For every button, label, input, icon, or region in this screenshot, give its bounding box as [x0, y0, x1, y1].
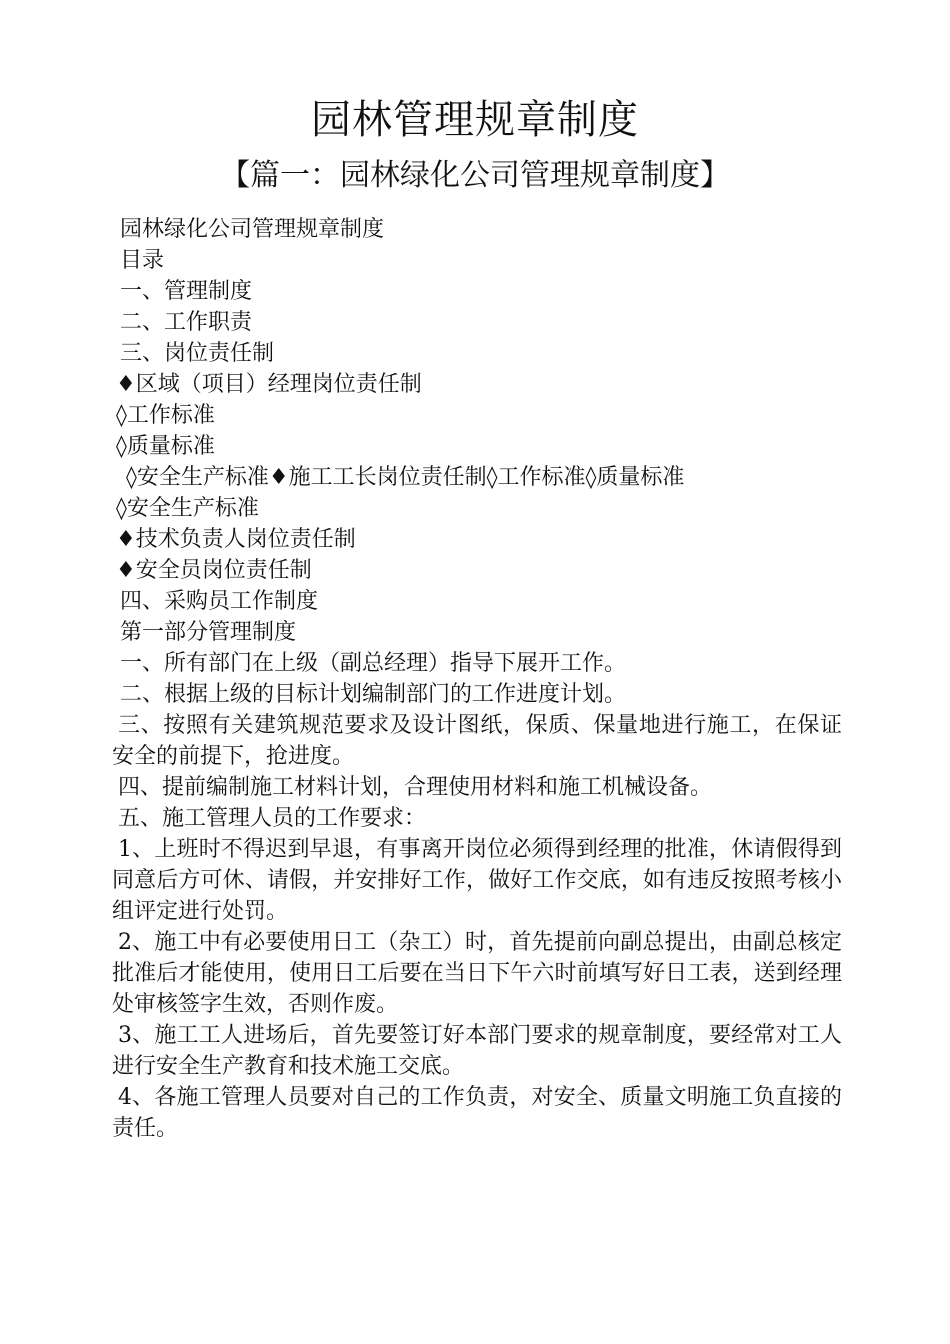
- section-subtitle: 【篇一：园林绿化公司管理规章制度】: [220, 158, 730, 193]
- rule-paragraph: 2、施工中有必要使用日工（杂工）时，首先提前向副总提出，由副总核定批准后才能使用，使用日工后要在当日下午六时前填写好日工表，送到经理处审核签字生效，否则作废。: [112, 930, 842, 1017]
- toc-subitem: ◊安全生产标准: [116, 496, 259, 521]
- toc-item: 二、工作职责: [120, 310, 253, 335]
- toc-subitem: ◊质量标准: [116, 434, 215, 459]
- toc-subitem: ◊工作标准: [116, 403, 215, 428]
- toc-item: 一、管理制度: [120, 279, 253, 304]
- rule-paragraph: 四、提前编制施工材料计划，合理使用材料和施工机械设备。: [118, 775, 713, 800]
- toc-subitem: ♦区域（项目）经理岗位责任制: [116, 372, 422, 397]
- rule-paragraph: 五、施工管理人员的工作要求：: [118, 806, 427, 831]
- document-body: [112, 214, 842, 1144]
- rule-line: 一、所有部门在上级（副总经理）指导下展开工作。: [120, 651, 627, 676]
- toc-item: 三、岗位责任制: [120, 341, 275, 366]
- section-heading: 第一部分管理制度: [120, 620, 297, 645]
- toc-subitem: ♦技术负责人岗位责任制: [116, 527, 356, 552]
- rule-paragraph: 三、按照有关建筑规范要求及设计图纸，保质、保量地进行施工，在保证安全的前提下，抢进度。: [112, 713, 842, 769]
- toc-item: 四、采购员工作制度: [120, 589, 319, 614]
- page-title: 园林管理规章制度: [311, 97, 639, 143]
- rule-paragraph: 4、各施工管理人员要对自己的工作负责，对安全、质量文明施工负直接的责任。: [112, 1085, 842, 1141]
- rule-line: 二、根据上级的目标计划编制部门的工作进度计划。: [120, 682, 627, 707]
- toc-label: 目录: [120, 248, 165, 273]
- rule-paragraph: 1、上班时不得迟到早退，有事离开岗位必须得到经理的批准，休请假得到同意后方可休、请假，并安排好工作，做好工作交底，如有违反按照考核小组评定进行处罚。: [112, 837, 842, 924]
- toc-heading-line: 园林绿化公司管理规章制度: [120, 217, 385, 242]
- toc-subitem: ♦安全员岗位责任制: [116, 558, 312, 583]
- toc-subitem: ◊安全生产标准♦施工工长岗位责任制◊工作标准◊质量标准: [126, 465, 685, 490]
- rule-paragraph: 3、施工工人进场后，首先要签订好本部门要求的规章制度，要经常对工人进行安全生产教育和技术施工交底。: [112, 1023, 842, 1079]
